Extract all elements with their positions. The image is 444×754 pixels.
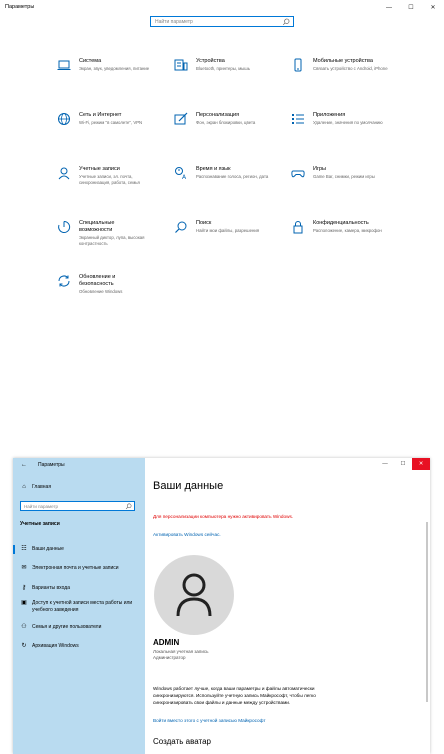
sync-icon: ↻: [21, 643, 27, 649]
activation-warning: Для персонализации компьютера нужно активировать Windows.: [153, 514, 294, 519]
category-title: Сеть и Интернет: [79, 112, 122, 118]
category-desc: Game Bar, снимки, режим игры: [313, 174, 375, 179]
category-desc: Wi-Fi, режим "в самолете", VPN: [79, 120, 143, 125]
lock-icon: [291, 220, 305, 234]
minimize-button[interactable]: —: [382, 461, 388, 467]
sidebar-item-family[interactable]: [20, 623, 101, 633]
category-time-language[interactable]: [174, 166, 274, 198]
user-silhouette-icon: [176, 573, 212, 617]
title-bar: [13, 458, 430, 472]
category-desc: Экран, звук, уведомления, питание: [79, 66, 150, 71]
section-heading: Учетные записи: [20, 521, 60, 527]
sync-info-text: Windows работает лучше, когда ваши параметры и файлы автоматически синхронизируются. Используйте учетную запись Майкрософт, чтобы легко синхронизировать свои файлы и данные между устройствами.: [153, 686, 316, 705]
category-desc: Удаление, значения по умолчанию: [313, 120, 383, 125]
category-title: Мобильные устройства: [313, 58, 373, 64]
category-accounts[interactable]: [57, 166, 157, 198]
sidebar: [13, 458, 145, 754]
category-desc: Экранный диктор, лупа, высокая контрастность: [79, 235, 145, 246]
category-desc: Фон, экран блокировки, цвета: [196, 120, 256, 125]
close-button[interactable]: ✕: [412, 458, 430, 470]
category-desc: Обновление Windows: [79, 289, 123, 294]
accessibility-icon: [57, 220, 71, 234]
page-title: Ваши данные: [153, 480, 224, 492]
window-title: Параметры: [38, 462, 65, 468]
phone-icon: [291, 58, 305, 72]
category-title: Персонализация: [196, 112, 240, 118]
category-title: Приложения: [313, 112, 346, 118]
window-title: Параметры: [5, 4, 35, 10]
home-icon: ⌂: [22, 484, 26, 490]
category-title: Игры: [313, 166, 326, 172]
search-icon: [282, 18, 290, 26]
gamepad-icon: [291, 166, 305, 180]
minimize-button[interactable]: —: [386, 5, 392, 11]
settings-window-accounts: [13, 458, 430, 754]
user-name: ADMIN: [153, 638, 180, 647]
category-personalization[interactable]: [174, 112, 274, 144]
sidebar-item-label: Электронная почта и учетные записи: [32, 565, 119, 571]
category-title: Поиск: [196, 220, 212, 226]
briefcase-icon: ▣: [21, 600, 27, 606]
settings-window-main: [0, 0, 444, 312]
globe-icon: [57, 112, 71, 126]
search-placeholder: Найти параметр: [155, 19, 193, 25]
search-icon: [174, 220, 188, 234]
category-desc: Учетные записи, эл. почта, синхронизация, работа, семья: [79, 174, 140, 185]
key-icon: ⚷: [21, 585, 27, 591]
brush-icon: [174, 112, 188, 126]
apps-list-icon: [291, 112, 305, 126]
create-avatar-heading: Создать аватар: [153, 737, 211, 746]
category-devices[interactable]: [174, 58, 274, 90]
search-input[interactable]: [150, 16, 294, 27]
sidebar-item-your-info[interactable]: [20, 545, 64, 555]
svg-text:A: A: [182, 174, 187, 180]
title-bar: [0, 0, 444, 17]
laptop-icon: [57, 58, 71, 72]
close-button[interactable]: ✕: [430, 5, 436, 11]
category-desc: Bluetooth, принтеры, мышь: [196, 66, 250, 71]
account-role: Администратор: [153, 655, 186, 660]
category-system[interactable]: [57, 58, 157, 90]
category-apps[interactable]: [291, 112, 391, 144]
id-card-icon: ☷: [21, 546, 27, 552]
category-title: Специальные возможности: [79, 220, 115, 233]
category-title: Система: [79, 58, 102, 64]
search-placeholder: Найти параметр: [24, 503, 59, 509]
category-gaming[interactable]: [291, 166, 391, 198]
sidebar-item-label: Семья и другие пользователи: [32, 624, 102, 630]
main-content: [145, 472, 430, 754]
back-button[interactable]: ←: [21, 462, 27, 468]
people-icon: ⚇: [21, 624, 27, 630]
sidebar-home-label: Главная: [32, 484, 52, 490]
microsoft-account-link[interactable]: Войти вместо этого с учетной записью Майкрософт: [153, 718, 266, 723]
sidebar-item-label: Архивация Windows: [32, 643, 79, 649]
sidebar-item-sign-in[interactable]: [20, 584, 70, 594]
category-mobile[interactable]: [291, 58, 391, 90]
category-accessibility[interactable]: [57, 220, 157, 252]
time-language-icon: [174, 166, 188, 180]
category-privacy[interactable]: [291, 220, 391, 252]
activate-windows-link[interactable]: Активировать Windows сейчас.: [153, 532, 221, 537]
category-title: Конфиденциальность: [313, 220, 369, 226]
category-desc: Найти мои файлы, разрешения: [196, 228, 260, 233]
sidebar-item-label: Варианты входа: [32, 585, 70, 591]
category-desc: Распознавание голоса, регион, дата: [196, 174, 269, 179]
maximize-button[interactable]: ☐: [400, 461, 406, 467]
sidebar-home[interactable]: [20, 484, 51, 494]
category-title: Обновление и безопасность: [79, 274, 116, 287]
sidebar-item-label: Ваши данные: [32, 546, 64, 552]
sidebar-item-email[interactable]: [20, 564, 119, 574]
mail-icon: ✉: [21, 565, 27, 571]
sidebar-item-backup[interactable]: [20, 642, 79, 652]
category-desc: Расположение, камера, микрофон: [313, 228, 382, 233]
category-update-security[interactable]: [57, 274, 157, 306]
search-icon: [125, 503, 132, 510]
category-title: Время и язык: [196, 166, 231, 172]
category-title: Учетные записи: [79, 166, 120, 172]
category-network[interactable]: [57, 112, 157, 144]
category-title: Устройства: [196, 58, 225, 64]
category-search[interactable]: [174, 220, 274, 252]
scrollbar[interactable]: [426, 522, 428, 702]
keyboard-icon: [174, 58, 188, 72]
sidebar-item-work-access[interactable]: [20, 600, 142, 613]
category-desc: Связать устройство с Android, iPhone: [313, 66, 388, 71]
sidebar-item-label: Доступ к учетной записи места работы или учебного заведения: [32, 600, 133, 613]
account-type: Локальная учетная запись: [153, 649, 209, 654]
person-icon: [57, 166, 71, 180]
update-icon: [57, 274, 71, 288]
maximize-button[interactable]: ☐: [408, 5, 414, 11]
sidebar-search-input[interactable]: [20, 501, 135, 511]
active-indicator: [13, 545, 15, 554]
avatar: [154, 555, 234, 635]
